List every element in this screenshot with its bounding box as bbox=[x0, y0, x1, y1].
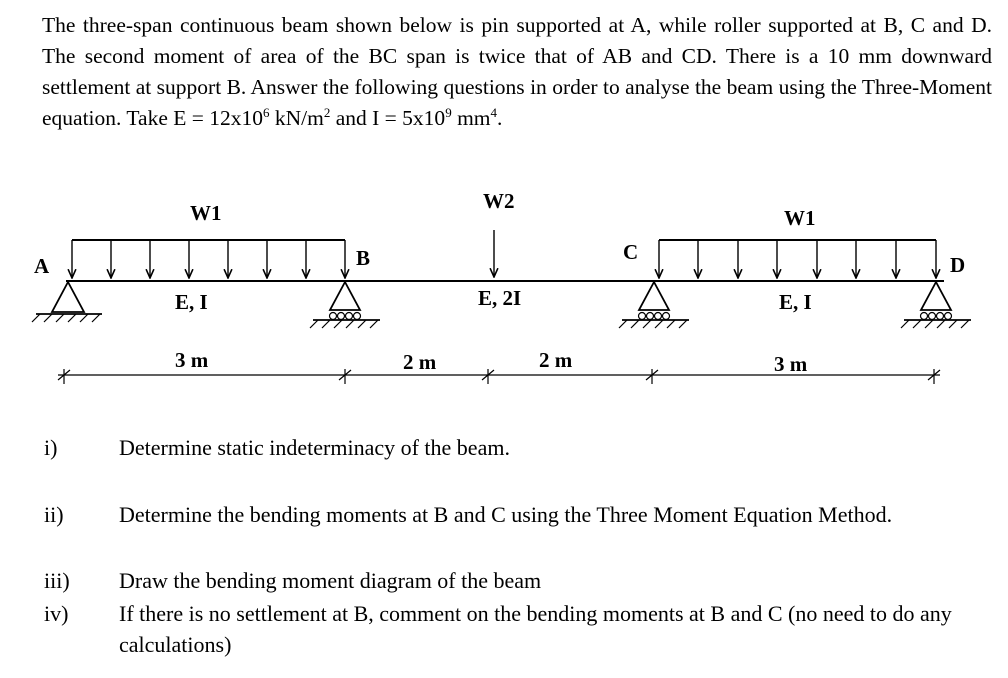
question-number-4: iv) bbox=[44, 601, 69, 626]
support-label-a: A bbox=[34, 254, 50, 278]
intro-text-b: kN/m bbox=[269, 106, 324, 130]
intro-text-d: mm bbox=[451, 106, 491, 130]
load-label-w2: W2 bbox=[483, 189, 515, 213]
intro-text-e: . bbox=[497, 106, 503, 130]
question-text-1: Determine static indeterminacy of the beam. bbox=[119, 435, 510, 460]
pin-support-a bbox=[32, 282, 102, 322]
intro-sup-i: 9 bbox=[445, 104, 452, 120]
load-label-w1-left: W1 bbox=[190, 201, 222, 225]
dimension-label-cd: 3 m bbox=[774, 352, 808, 376]
question-number-2: ii) bbox=[44, 502, 64, 527]
question-text-3: Draw the bending moment diagram of the beam bbox=[119, 568, 542, 593]
intro-text-c: and I = 5x10 bbox=[330, 106, 446, 130]
question-text-4: If there is no settlement at B, comment on the bending moments at B and C (no need to do any calculations) bbox=[119, 601, 952, 657]
dimension-label-ab: 3 m bbox=[175, 348, 209, 372]
section-label-bc: E, 2I bbox=[478, 286, 522, 310]
roller-support-b bbox=[310, 282, 380, 328]
section-label-cd: E, I bbox=[779, 290, 812, 314]
question-number-3: iii) bbox=[44, 568, 70, 593]
support-label-b: B bbox=[356, 246, 371, 270]
question-text-2: Determine the bending moments at B and C using the Three Moment Equation Method. bbox=[119, 502, 893, 527]
dimension-label-b-mid: 2 m bbox=[403, 350, 437, 374]
intro-sup-m: 2 bbox=[323, 104, 331, 120]
intro-sup-e: 6 bbox=[263, 104, 270, 120]
udl-right bbox=[659, 240, 936, 278]
support-label-c: C bbox=[623, 240, 639, 264]
udl-left bbox=[72, 240, 345, 278]
roller-support-d bbox=[901, 282, 971, 328]
load-label-w1-right: W1 bbox=[784, 206, 816, 230]
intro-sup-mm: 4 bbox=[490, 104, 498, 120]
dimension-label-mid-c: 2 m bbox=[539, 348, 573, 372]
section-label-ab: E, I bbox=[175, 290, 208, 314]
question-number-1: i) bbox=[44, 435, 58, 460]
support-label-d: D bbox=[950, 253, 966, 277]
intro-text-a: The three-span continuous beam shown below is pin supported at A, while roller supported at B, C and D. The second moment of area of the BC span is twice that of AB and CD. There is a 10 mm downward settlement at support B. Answer the following questions in order to analyse the beam using the Three-Moment equation. Take E = 12x10 bbox=[42, 13, 992, 130]
roller-support-c bbox=[619, 282, 689, 328]
